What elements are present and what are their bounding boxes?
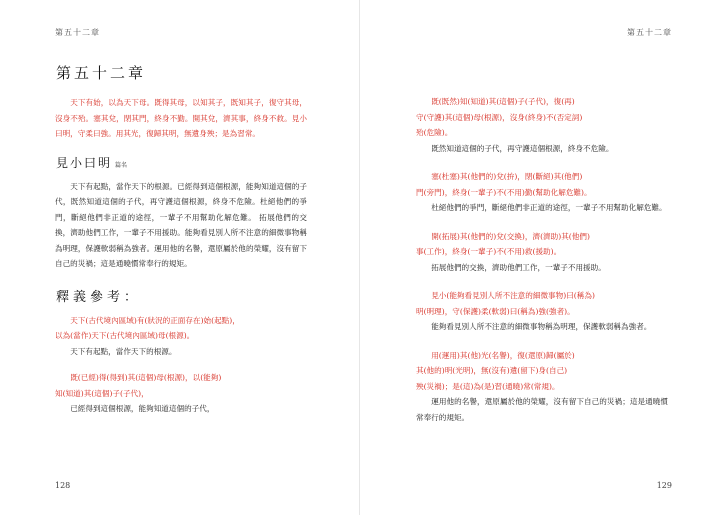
annotation-line: 以為(當作)天下(古代境內區域)母(根源)。 — [55, 331, 195, 340]
running-header: 第五十二章 — [55, 28, 100, 37]
right-page — [360, 0, 720, 515]
section-heading — [56, 154, 307, 171]
translation-line: 能夠看見別人所不注意的細微事物稱為明理，保護軟弱稱為強者。 — [431, 322, 652, 331]
translation-line: 既然知道這個的子代，再守護這個根源，終身不危險。 — [431, 143, 614, 153]
annotation-line: 既(既然)知(知道)其(這個)子(子代)，復(再) — [431, 97, 575, 106]
section-note: 篇名 — [115, 161, 128, 169]
translation-line: 杜絕他們的爭門，斷絕他們非正道的途徑，一輩子不用幫助化解危難。 — [431, 203, 667, 212]
running-header: 第五十二章 — [627, 28, 672, 37]
annotation-line: 用(運用)其(他)光(名譽)，復(還原)歸(屬於) — [431, 350, 575, 360]
translation-line: 運用他的名譽，還原屬於他的榮耀，沒有留下自己的災禍；這是通曉慣常奉行的規矩。 — [416, 397, 668, 422]
original-text: 天下有始，以為天下母。既得其母，以知其子，既知其子，復守其母，沒身不殆。塞其兌，閉其門，終身不勤。開其兌，濟其事，終身不救。見小曰明，守柔曰強。用其光，復歸其明，無遺身殃；是為習常。 — [55, 98, 307, 138]
translation-line: 已經得到這個根源，能夠知道這個的子代， — [70, 404, 215, 413]
annotation-line: 門(旁門)，終身(一輩子)不(不用)勤(幫助化解危難)。 — [416, 187, 592, 197]
annotation-line: 知(知道)其(這個)子(子代)， — [55, 388, 149, 398]
page-number: 129 — [656, 481, 672, 490]
annotation-line: 塞(杜塞)其(他們的)兌(拚)，閉(斷絕)其(他們) — [431, 172, 583, 181]
annotation-line: 其(他的)明(光明)，無(沒有)遺(留下)身(自己) — [416, 366, 568, 375]
annotation-line: 見小(能夠看見別人所不注意的細微事物)曰(稱為) — [431, 291, 595, 300]
annotation-line: 既(已經)得(得到)其(這個)母(根源)，以(能夠) — [70, 373, 222, 382]
annotation-line: 天下(古代境內區域)有(狀況的正面存在)始(起點)， — [70, 315, 240, 325]
annotation-line: 殃(災禍)；是(這)為(是)習(通曉)常(常規)。 — [416, 381, 560, 391]
annotation-line: 殆(危險)。 — [416, 128, 453, 137]
section-title: 見小曰明 — [56, 155, 113, 170]
annotation-line: 明(明理)，守(保護)柔(軟弱)曰(稱為)強(強者)。 — [416, 306, 575, 316]
right-content — [416, 94, 668, 425]
left-content — [55, 62, 307, 417]
translation-line: 拓展他們的交換，濟助他們工作，一輩子不用援助。 — [431, 262, 606, 272]
translation-line: 天下有起點，當作天下的根源。 — [70, 346, 177, 356]
annotation-line: 守(守護)其(這個)母(根源)，沒身(終身)不(否定詞) — [416, 112, 583, 122]
chapter-title: 第五十二章 — [56, 64, 147, 82]
translation-paragraph: 天下有起點，當作天下的根源。已經得到這個根源，能夠知道這個的子代，既然知道這個的子代，再守護這個根源，終身不危險。杜絕他們的爭門，斷絕他們非正道的途徑，一輩子不用幫助化解危難。 拓展他們的交換，濟助他們工作，一輩子不用援助。能夠看見別人所不注意的細微事物稱為明理，保護軟弱稱為強者。運用他的名譽，還原屬於他的榮耀，沒有留下自己的災禍；這是通曉慣常奉行的規矩。 — [55, 181, 307, 268]
page-number: 128 — [55, 481, 71, 490]
reference-heading: 釋義參考： — [56, 289, 142, 305]
annotation-line: 開(拓展)其(他們的)兌(交換)，濟(濟助)其(他們) — [431, 231, 590, 241]
annotation-line: 事(工作)，終身(一輩子)不(不用)救(援助)。 — [416, 247, 562, 256]
